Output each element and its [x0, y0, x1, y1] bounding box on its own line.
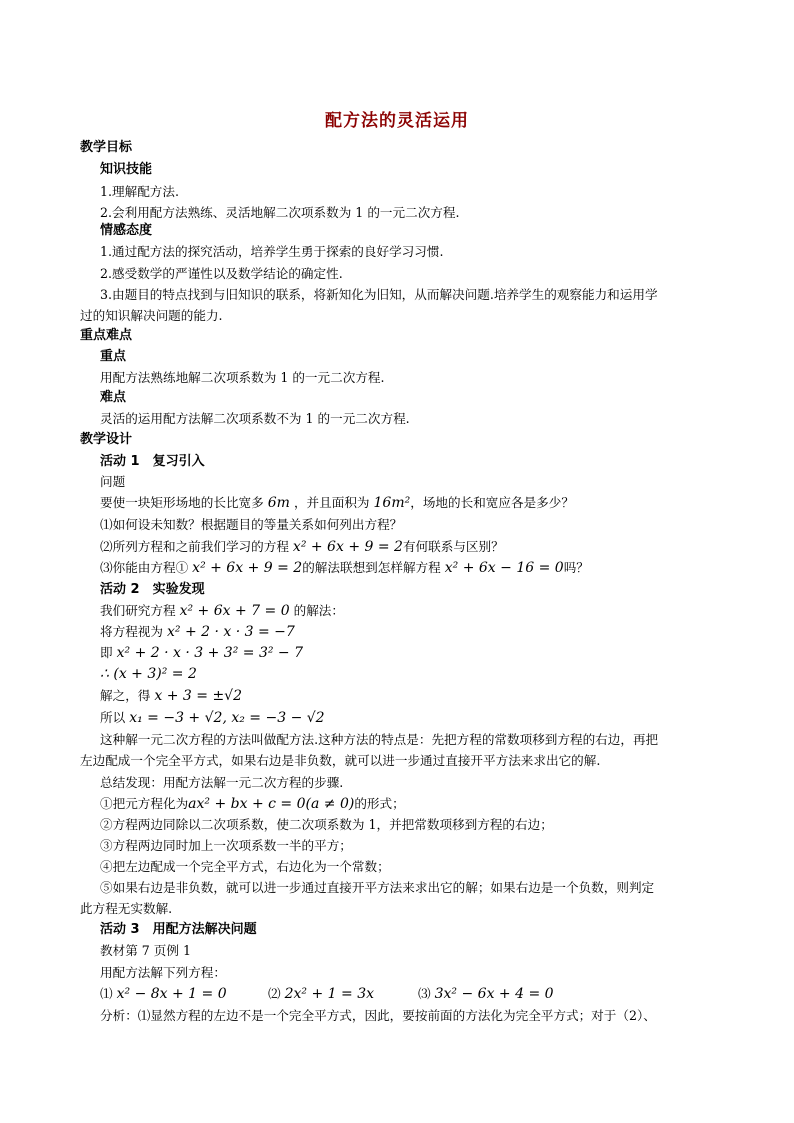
activity-1-question-1: ⑴如何设未知数？根据题目的等量关系如何列出方程？: [100, 517, 403, 532]
heading-objectives: 教学目标: [80, 140, 133, 155]
example-3: [418, 984, 554, 1004]
example-2: [268, 984, 374, 1004]
example-3-equation: 3x² − 6x + 4 = 0: [434, 986, 554, 1002]
a2-l1-equation: x² + 6x + 7 = 0: [179, 603, 290, 619]
heading-design: 教学设计: [80, 432, 133, 447]
a2-l6-text: 所以: [100, 710, 130, 725]
heading-focus: 重点: [100, 349, 127, 364]
attitude-item-3-cont: 过的知识解决问题的能力.: [80, 308, 223, 323]
activity-2-paragraph-2: 左边配成一个完全平方式，如果右边是非负数，就可以进一步通过直接开平方法来求出它的解.: [80, 753, 601, 768]
q3-text-a: ⑶你能由方程①: [100, 560, 193, 575]
heading-knowledge: 知识技能: [100, 162, 153, 177]
page-title: 配方法的灵活运用: [325, 111, 469, 131]
step-1-text-b: 的形式；: [354, 796, 405, 811]
heading-attitude: 情感态度: [100, 223, 153, 238]
attitude-item-3: 3.由题目的特点找到与旧知识的联系，将新知化为旧知，从而解决问题.培养学生的观察能力和运用学: [100, 287, 658, 302]
problem-math-1: 6m: [267, 495, 290, 511]
problem-text-c: ，场地的长和宽应各是多少？: [410, 495, 574, 510]
step-5: ⑤如果右边是非负数，就可以进一步通过直接开平方法来求出它的解；如果右边是一个负数，则判定: [100, 880, 655, 895]
example-2-label: ⑵: [268, 986, 285, 1001]
activity-3-ref: 教材第 7 页例 1: [100, 943, 192, 958]
activity-1-question-3: [100, 558, 589, 578]
heading-key-points: 重点难点: [80, 328, 133, 343]
example-2-equation: 2x² + 1 = 3x: [284, 986, 374, 1002]
step-3: ③方程两边同时加上一次项系数一半的平方；: [100, 838, 352, 853]
problem-text-a: 要使一块矩形场地的长比宽多: [100, 495, 268, 510]
knowledge-item-1: 1.理解配方法.: [100, 184, 179, 199]
step-1: [100, 794, 405, 814]
a2-l2-text: 将方程视为: [100, 624, 167, 639]
a2-l1-text-a: 我们研究方程: [100, 603, 180, 618]
q3-text-c: 吗？: [563, 560, 589, 575]
activity-3-analysis: 分析：⑴显然方程的左边不是一个完全平方式，因此，要按前面的方法化为完全平方式；对于（2）、: [100, 1008, 656, 1023]
activity-1-problem: [100, 493, 574, 513]
a2-l3-equation: x² + 2 · x · 3 + 3² = 3² − 7: [116, 645, 303, 661]
a2-l2-equation: x² + 2 · x · 3 = −7: [166, 624, 295, 640]
a2-l1-text-b: 的解法：: [289, 603, 344, 618]
q2-text-b: 有何联系与区别？: [402, 539, 504, 554]
activity-2-line-5: [100, 686, 242, 706]
a2-l6-equation: x₁ = −3 + √2, x₂ = −3 − √2: [129, 710, 325, 726]
heading-activity-2: 活动 2 实验发现: [100, 582, 205, 597]
step-1-equation: ax² + bx + c = 0(a ≠ 0): [188, 796, 355, 812]
activity-1-label: 问题: [100, 474, 126, 489]
example-1-equation: x² − 8x + 1 = 0: [116, 986, 227, 1002]
q2-text-a: ⑵所列方程和之前我们学习的方程: [100, 539, 293, 554]
activity-2-line-2: [100, 622, 295, 642]
a2-l5-equation: x + 3 = ±√2: [154, 688, 243, 704]
step-1-text-a: ①把元方程化为: [100, 796, 189, 811]
problem-text-b: ，并且面积为: [293, 495, 374, 510]
focus-text: 用配方法熟练地解二次项系数为 1 的一元二次方程.: [100, 370, 385, 385]
activity-1-question-2: [100, 537, 504, 557]
activity-2-line-1: [100, 601, 344, 621]
problem-math-2: 16m²: [373, 495, 411, 511]
step-5-cont: 此方程无实数解.: [80, 901, 173, 916]
example-1: [100, 984, 227, 1004]
q3-equation-1: x² + 6x + 9 = 2: [192, 560, 303, 576]
q3-text-b: 的解法联想到怎样解方程: [302, 560, 445, 575]
q2-equation: x² + 6x + 9 = 2: [292, 539, 403, 555]
step-2: ②方程两边同除以二次项系数，使二次项系数为 1，并把常数项移到方程的右边；: [100, 817, 553, 832]
activity-2-paragraph-1: 这种解一元二次方程的方法叫做配方法.这种方法的特点是：先把方程的常数项移到方程的右边，再把: [100, 732, 659, 747]
attitude-item-2: 2.感受数学的严谨性以及数学结论的确定性.: [100, 266, 343, 281]
a2-l3-text: 即: [100, 645, 117, 660]
attitude-item-1: 1.通过配方法的探究活动，培养学生勇于探索的良好学习习惯.: [100, 244, 444, 259]
heading-activity-3: 活动 3 用配方法解决问题: [100, 922, 257, 937]
q3-equation-2: x² + 6x − 16 = 0: [444, 560, 564, 576]
heading-difficulty: 难点: [100, 390, 127, 405]
activity-2-line-4: [100, 664, 197, 684]
activity-2-line-6: [100, 708, 325, 728]
step-4: ④把左边配成一个完全平方式，右边化为一个常数；: [100, 859, 390, 874]
heading-activity-1: 活动 1 复习引入: [100, 454, 205, 469]
example-3-label: ⑶: [418, 986, 435, 1001]
knowledge-item-2: 2.会利用配方法熟练、灵活地解二次项系数为 1 的一元二次方程.: [100, 205, 460, 220]
activity-3-task: 用配方法解下列方程：: [100, 965, 226, 980]
activity-2-line-3: [100, 643, 303, 663]
difficulty-text: 灵活的运用配方法解二次项系数不为 1 的一元二次方程.: [100, 411, 410, 426]
a2-l5-text: 解之，得: [100, 688, 155, 703]
example-1-label: ⑴: [100, 986, 117, 1001]
a2-l4-equation: ∴ (x + 3)² = 2: [100, 666, 197, 682]
activity-2-summary: 总结发现：用配方法解一元二次方程的步骤.: [100, 775, 344, 790]
